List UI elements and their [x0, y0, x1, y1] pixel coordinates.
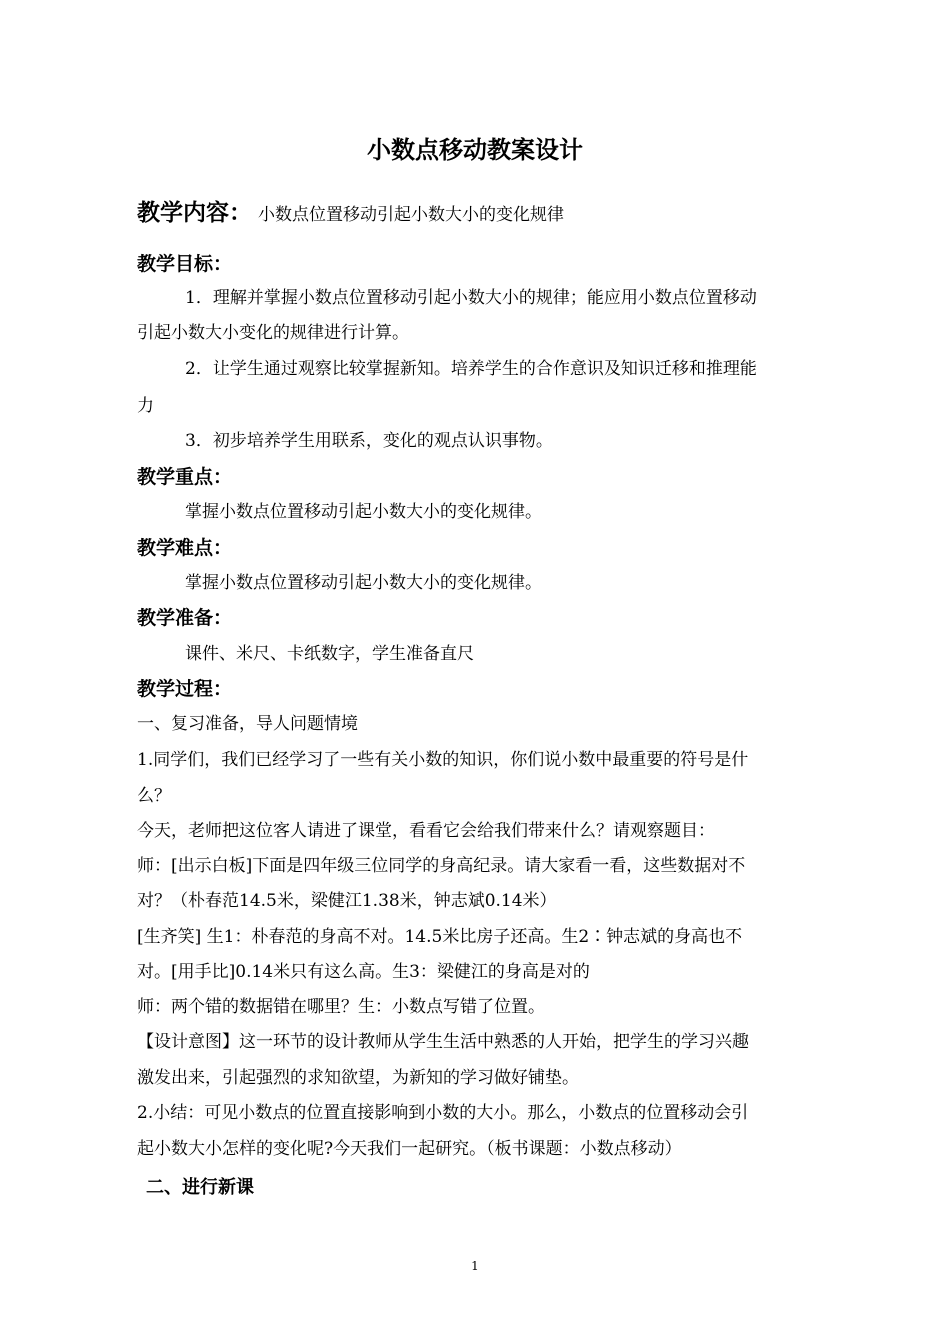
key-point-heading: 教学重点：	[137, 466, 233, 488]
process-line: 起小数大小怎样的变化呢?今天我们一起研究。（板书课题：小数点移动）	[137, 1139, 682, 1159]
process-line: 师：[出示白板]下面是四年级三位同学的身高纪录。请大家看一看，这些数据对不	[137, 856, 746, 876]
process-line: 对。[用手比]0.14米只有这么高。生3：梁健江的身高是对的	[137, 962, 590, 982]
goals-heading: 教学目标：	[137, 253, 233, 275]
process-line: 么？	[137, 786, 171, 806]
process-line: 对？（朴春范14.5米，梁健江1.38米，钟志斌0.14米）	[137, 891, 557, 911]
goal-2-line-1: 2．让学生通过观察比较掌握新知。培养学生的合作意识及知识迁移和推理能	[185, 359, 757, 379]
page-number: 1	[471, 1259, 479, 1273]
content-text: 小数点位置移动引起小数大小的变化规律	[258, 205, 564, 225]
section-2-heading: 二、进行新课	[146, 1177, 254, 1198]
process-line: [生齐笑] 生1：朴春范的身高不对。14.5米比房子还高。生2∶钟志斌的身高也不	[137, 927, 743, 947]
goal-3: 3．初步培养学生用联系，变化的观点认识事物。	[185, 431, 553, 451]
preparation-heading: 教学准备：	[137, 607, 233, 629]
document-title: 小数点移动教案设计	[367, 136, 583, 164]
goal-1-line-1: 1．理解并掌握小数点位置移动引起小数大小的规律；能应用小数点位置移动	[185, 288, 757, 308]
process-line: 师：两个错的数据错在哪里？生：小数点写错了位置。	[137, 997, 545, 1017]
content-label: 教学内容：	[137, 200, 252, 226]
process-heading: 教学过程：	[137, 678, 233, 700]
process-line: 今天，老师把这位客人请进了课堂，看看它会给我们带来什么？请观察题目：	[137, 821, 715, 841]
goal-2-line-2: 力	[137, 396, 154, 416]
goal-1-line-2: 引起小数大小变化的规律进行计算。	[137, 323, 409, 343]
process-line: 一、复习准备，导人问题情境	[137, 714, 358, 734]
process-line: 激发出来，引起强烈的求知欲望，为新知的学习做好铺垫。	[137, 1068, 579, 1088]
difficulty-heading: 教学难点：	[137, 537, 233, 559]
process-line: 2.小结：可见小数点的位置直接影响到小数的大小。那么，小数点的位置移动会引	[137, 1103, 749, 1123]
key-point-text: 掌握小数点位置移动引起小数大小的变化规律。	[185, 502, 542, 522]
content-row	[137, 198, 817, 230]
process-line: 1.同学们，我们已经学习了一些有关小数的知识，你们说小数中最重要的符号是什	[137, 750, 749, 770]
preparation-text: 课件、米尺、卡纸数字，学生准备直尺	[185, 644, 474, 664]
difficulty-text: 掌握小数点位置移动引起小数大小的变化规律。	[185, 573, 542, 593]
process-line: 【设计意图】这一环节的设计教师从学生生活中熟悉的人开始，把学生的学习兴趣	[137, 1032, 749, 1052]
